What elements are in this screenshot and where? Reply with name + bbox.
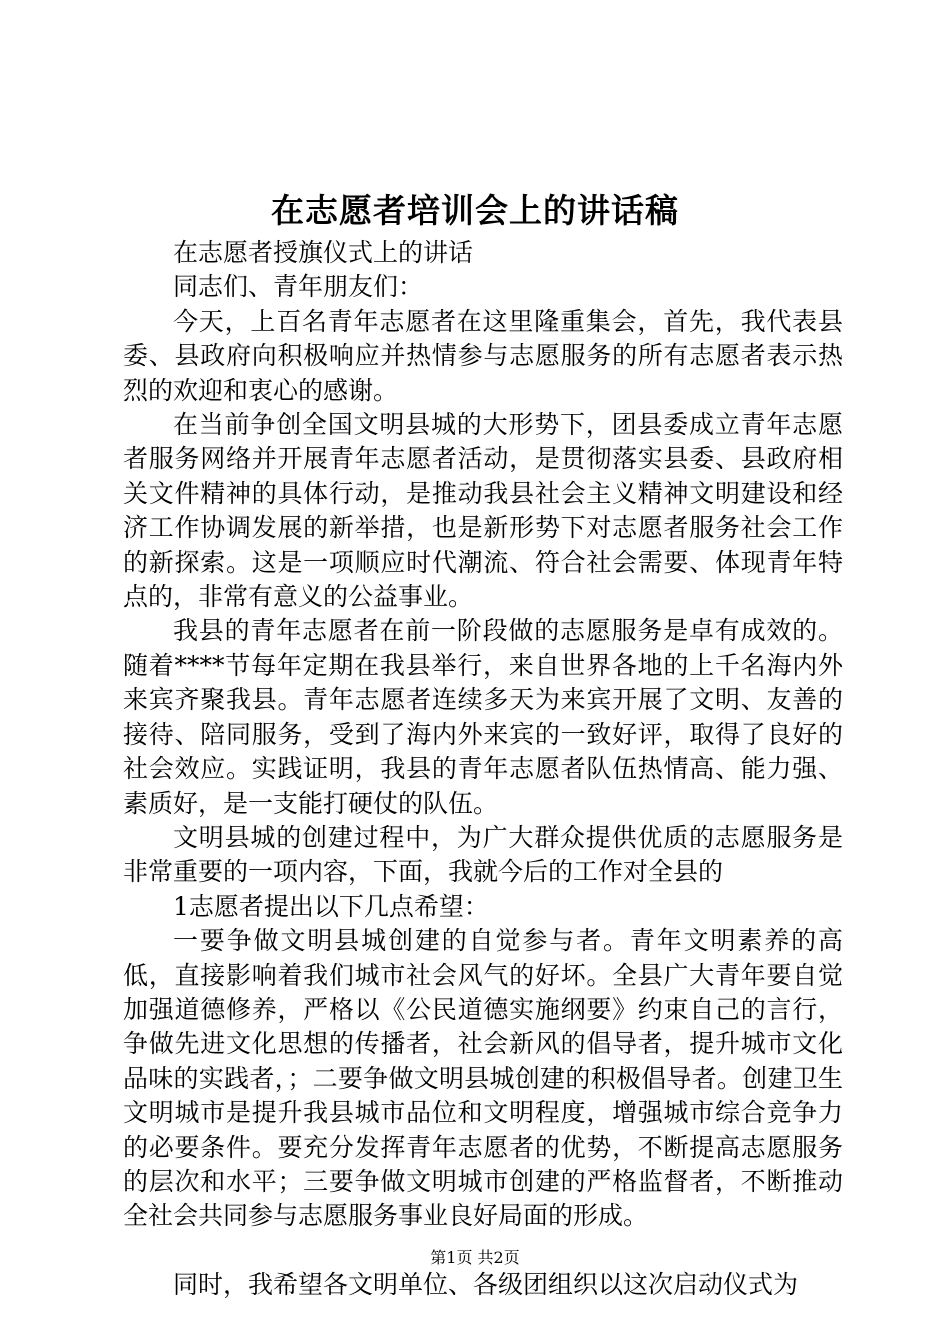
paragraph-background: 在当前争创全国文明县城的大形势下，团县委成立青年志愿者服务网络并开展青年志愿者活动，是贯彻落实县委、县政府相关文件精神的具体行动，是推动我县社会主义精神文明建设和经济工作协调发展的新举措，也是新形势下对志愿者服务社会工作的新探索。这是一项顺应时代潮流、符合社会需要、体现青年特点的，非常有意义的公益事业。 [123, 410, 843, 612]
paragraph-opening: 今天，上百名青年志愿者在这里隆重集会，首先，我代表县委、县政府向积极响应并热情参与志愿服务的所有志愿者表示热烈的欢迎和衷心的感谢。 [123, 306, 843, 405]
document-title: 在志愿者培训会上的讲话稿 [271, 191, 679, 230]
paragraph-closing: 同时，我希望各文明单位、各级团组织以这次启动仪式为 [173, 1269, 799, 1299]
paragraph-subtitle: 在志愿者授旗仪式上的讲话 [173, 238, 474, 267]
page-number: 第1页 共2页 [430, 1248, 520, 1267]
paragraph-hopes-intro: 1志愿者提出以下几点希望： [173, 891, 489, 921]
paragraph-transition: 文明县城的创建过程中，为广大群众提供优质的志愿服务是非常重要的一项内容，下面，我就今后的工作对全县的 [123, 822, 843, 887]
paragraph-salutation: 同志们、青年朋友们： [173, 272, 424, 302]
paragraph-hopes: 一要争做文明县城创建的自觉参与者。青年文明素养的高低，直接影响着我们城市社会风气的好坏。全县广大青年要自觉加强道德修养，严格以《公民道德实施纲要》约束自己的言行，争做先进文化思想的传播者，社会新风的倡导者，提升城市文化品味的实践者，；二要争做文明县城创建的积极倡导者。创建卫生文明城市是提升我县城市品位和文明程度，增强城市综合竞争力的必要条件。要充分发挥青年志愿者的优势，不断提高志愿服务的层次和水平；三要争做文明城市创建的严格监督者，不断推动全社会共同参与志愿服务事业良好局面的形成。 [123, 926, 843, 1231]
paragraph-achievements: 我县的青年志愿者在前一阶段做的志愿服务是卓有成效的。随着****节每年定期在我县举行，来自世界各地的上千名海内外来宾齐聚我县。青年志愿者连续多天为来宾开展了文明、友善的接待、陪同服务，受到了海内外来宾的一致好评，取得了良好的社会效应。实践证明，我县的青年志愿者队伍热情高、能力强、素质好，是一支能打硬仗的队伍。 [123, 616, 843, 818]
document-body [123, 236, 843, 1302]
